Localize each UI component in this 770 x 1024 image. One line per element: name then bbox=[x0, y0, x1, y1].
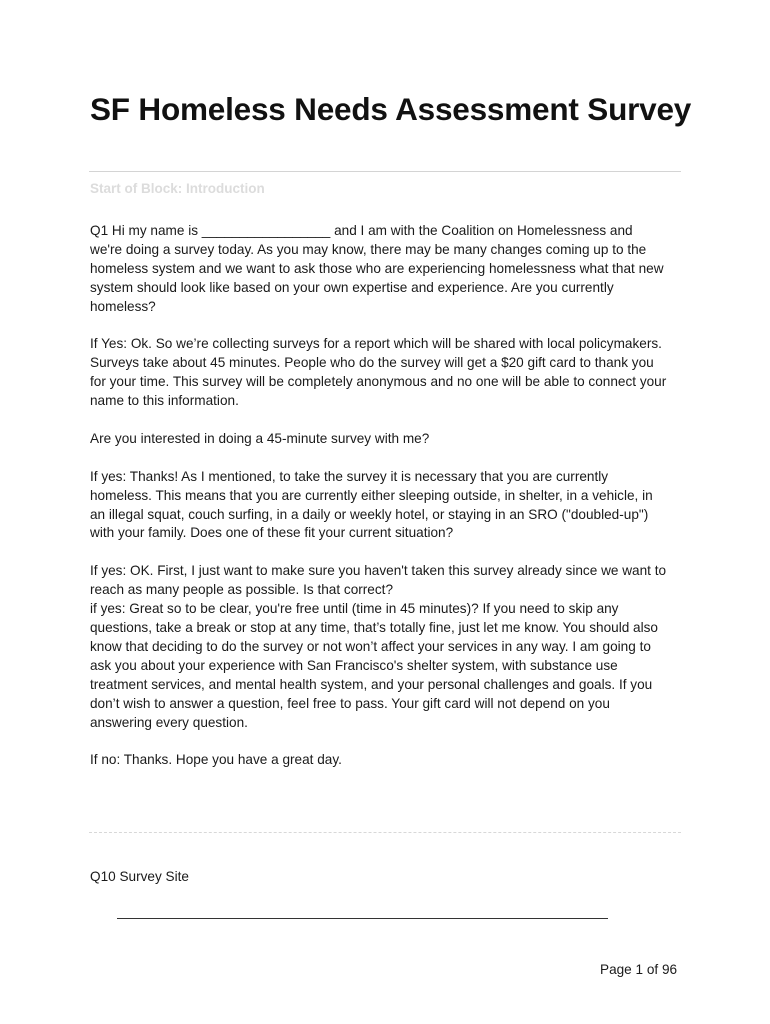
paragraph-if-no: If no: Thanks. Hope you have a great day. bbox=[90, 752, 342, 768]
block-divider bbox=[89, 171, 681, 172]
survey-site-answer-line[interactable] bbox=[117, 918, 608, 919]
question-q1-text bbox=[90, 222, 690, 789]
page-break-divider bbox=[89, 832, 681, 833]
block-start-label: Start of Block: Introduction bbox=[90, 181, 265, 196]
question-q10-label: Q10 Survey Site bbox=[90, 869, 189, 884]
page-title: SF Homeless Needs Assessment Survey bbox=[90, 91, 692, 127]
paragraph-interest-question: Are you interested in doing a 45-minute survey with me? bbox=[90, 430, 430, 446]
page-number: Page 1 of 96 bbox=[600, 962, 678, 977]
paragraph-homeless-definition: If yes: Thanks! As I mentioned, to take the survey it is necessary that you are currently homeless. This means that you are currently either sleeping outside, in shelter, in a vehicle, in an illegal squat, couch surfing, in a daily or weekly hotel, or staying in an SRO ("doubled-up") with your family. Does one of these fit your current situation? bbox=[90, 468, 653, 541]
paragraph-q1-intro: Q1 Hi my name is _________________ and I am with the Coalition on Homelessness and we're doing a survey today. As you may know, there may be many changes coming up to the homeless system and we want to ask those who are experiencing homelessness what that new system should look like based on your own expertise and experience. Are you currently homeless? bbox=[90, 223, 664, 314]
paragraph-if-yes-collecting: If Yes: Ok. So we’re collecting surveys for a report which will be shared with local policymakers. Surveys take about 45 minutes. People who do the survey will get a $20 gift card to thank you for your time. This survey will be completely anonymous and no one will be able to connect your name to this information. bbox=[90, 336, 667, 409]
paragraph-consent-details: If yes: OK. First, I just want to make sure you haven't taken this survey already since we want to reach as many people as possible. Is that correct? if yes: Great so to be clear, you're free until (time in 45 minutes)? If you need to skip any questions, take a break or stop at any time, that’s totally fine, just let me know. You should also know that deciding to do the survey or not won’t affect your services in any way. I am going to ask you about your experience with San Francisco's shelter system, with substance use treatment services, and mental health system, and your personal challenges and goals. If you don’t wish to answer a question, feel free to pass. Your gift card will not depend on you answering every question. bbox=[90, 563, 667, 730]
